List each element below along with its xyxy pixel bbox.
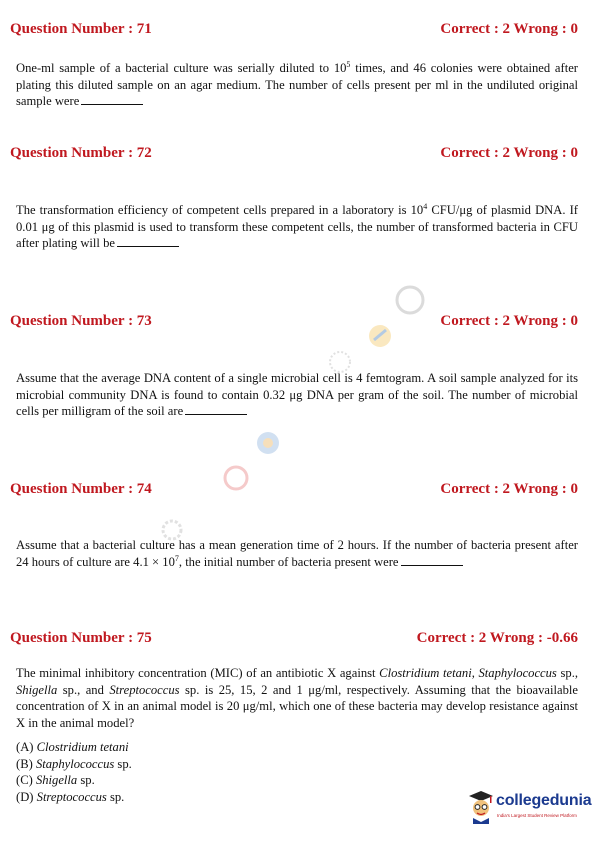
question-75-text: The minimal inhibitory concentration (MIC) of an antibiotic X against Clostridium tetani, Staphylococcus sp., Shigella sp., and Streptococcus sp. is 25, 15, 2 and 1 μg/ml, respectively. Assuming that the bioavailable concentration of X in an animal model is 20 μg/ml, which one of these bacteria may develop resistance against X in the animal model? xyxy=(16,666,578,730)
option-c[interactable]: (C) Shigella sp. xyxy=(16,773,95,787)
graduate-mascot-icon xyxy=(467,788,495,824)
answer-options xyxy=(16,739,132,805)
question-number: Question Number : 74 xyxy=(10,481,152,497)
question-72-header xyxy=(10,145,578,165)
marks-scheme: Correct : 2 Wrong : 0 xyxy=(440,21,578,37)
question-number: Question Number : 73 xyxy=(10,313,152,329)
question-72-text: The transformation efficiency of competent cells prepared in a laboratory is $10^4$ CFU/μg of plasmid DNA. If 0.01 μg of this plasmid is used to transform these competent cells, the number of transformed bacteria in CFU after plating will be xyxy=(16,201,578,250)
watermark-yinyang-icon xyxy=(257,432,279,454)
option-d[interactable]: (D) Streptococcus sp. xyxy=(16,789,125,804)
answer-blank xyxy=(81,94,143,105)
collegedunia-logo xyxy=(467,788,592,828)
question-71-text: One-ml sample of a bacterial culture was serially diluted to $10^5$ times, and 46 colonies were obtained after plating this diluted sample on an agar medium. The number of cells present per ml in the undiluted original sample were xyxy=(16,59,578,108)
logo-tagline: India's Largest Student Review Platform xyxy=(497,813,577,818)
option-a[interactable]: (A) Clostridium tetani xyxy=(16,740,129,754)
marks-scheme: Correct : 2 Wrong : -0.66 xyxy=(416,630,578,646)
question-number: Question Number : 71 xyxy=(10,21,152,37)
question-71-header xyxy=(10,21,578,41)
question-number: Question Number : 75 xyxy=(10,630,152,646)
question-75-header xyxy=(10,630,578,650)
question-74-text: Assume that a bacterial culture has a mean generation time of 2 hours. If the number of bacteria present after 24 hours of culture are $4.1 \times 10^7$, the initial number of bacteria present were xyxy=(16,538,578,569)
question-74-header xyxy=(10,481,578,501)
answer-blank xyxy=(117,236,179,247)
answer-blank xyxy=(185,404,247,415)
marks-scheme: Correct : 2 Wrong : 0 xyxy=(440,481,578,497)
question-73-header xyxy=(10,313,578,333)
question-number: Question Number : 72 xyxy=(10,145,152,161)
marks-scheme: Correct : 2 Wrong : 0 xyxy=(440,313,578,329)
watermark-wheel-icon xyxy=(330,352,350,372)
logo-wordmark: collegedunia xyxy=(496,792,592,809)
answer-blank xyxy=(401,555,463,566)
marks-scheme: Correct : 2 Wrong : 0 xyxy=(440,145,578,161)
watermark-seal-icon xyxy=(397,287,423,313)
question-73-text: Assume that the average DNA content of a single microbial cell is 4 femtogram. A soil sample analyzed for its microbial community DNA is found to contain 0.32 μg DNA per gram of the soil. The number of microbial cells per milligram of the soil are xyxy=(16,371,578,418)
option-b[interactable]: (B) Staphylococcus sp. xyxy=(16,756,132,771)
